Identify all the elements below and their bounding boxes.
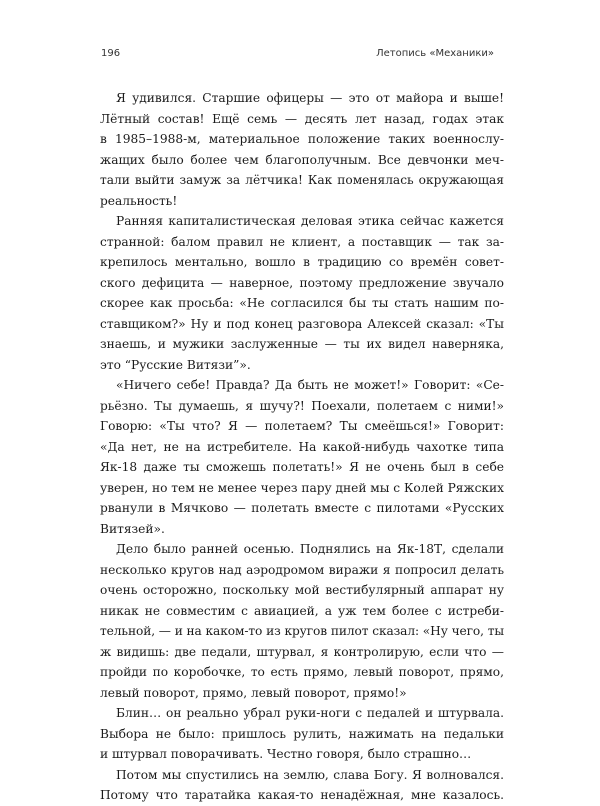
text-line: тали выйти замуж за лётчика! Как поменялась окружающая: [100, 173, 504, 187]
text-line: реальность!: [100, 193, 178, 208]
running-title: Летопись «Механики»: [376, 48, 494, 59]
text-line: крепилось ментально, вошло в традицию со времён совет-: [100, 255, 504, 269]
paragraph-first-line: Ранняя капиталистическая деловая этика сейчас кажется: [116, 214, 504, 228]
text-line: тельной, — и на каком-то из кругов пилот сказал: «Ну чего, ты: [100, 624, 504, 638]
paragraph-first-line: Потом мы спустились на землю, слава Богу. Я волновался.: [116, 767, 504, 782]
text-line: в 1985–1988-м, материальное положение таких военнослу-: [100, 132, 504, 146]
paragraph-first-line: «Ничего себе! Правда? Да быть не может!» Говорит: «Се-: [116, 378, 504, 392]
text-line: левый поворот, прямо, левый поворот, прямо!»: [100, 685, 407, 700]
text-line: пройди по коробочке, то есть прямо, левый поворот, прямо,: [100, 665, 504, 679]
text-line: ж видишь: две педали, штурвал, я контролирую, если что —: [100, 644, 504, 659]
text-line: Потому что таратайка какая-то ненадёжная, мне казалось.: [100, 788, 504, 802]
text-line: странной: балом правил не клиент, а поставщик — так за-: [100, 234, 504, 249]
page-number: 196: [101, 48, 121, 59]
text-line: и штурвал поворачивать. Честно говоря, было страшно…: [100, 747, 472, 761]
text-line: Лётный состав! Ещё семь — десять лет назад, годах этак: [100, 111, 504, 126]
text-line: несколько кругов над аэродромом виражи я попросил делать: [100, 562, 504, 577]
text-line: это “Русские Витязи”».: [100, 357, 251, 372]
text-line: уверен, но тем не менее через пару дней мы с Колей Ряжских: [100, 480, 504, 495]
text-line: очень осторожно, поскольку мой вестибулярный аппарат ну: [100, 583, 504, 597]
text-line: Як-18 даже ты сможешь полетать!» Я не очень был в себе: [100, 460, 504, 474]
paragraph-first-line: Я удивился. Старшие офицеры — это от майора и выше!: [116, 91, 504, 105]
text-line: Говорю: «Ты что? Я — полетаем? Ты смеёшься!» Говорит:: [100, 419, 504, 433]
body-text: [100, 88, 504, 806]
text-line: ставщиком?» Ну и под конец разговора Алексей сказал: «Ты: [100, 316, 504, 331]
paragraph-first-line: Дело было ранней осенью. Поднялись на Як-18Т, сделали: [116, 542, 504, 556]
text-line: скорее как просьба: «Не согласился бы ты стать нашим по-: [100, 296, 504, 310]
text-line: никак не совместим с авиацией, а уж тем более с истреби-: [100, 603, 504, 618]
paragraph-first-line: Блин… он реально убрал руки-ноги с педалей и штурвала.: [116, 706, 504, 720]
text-line: рванули в Мячково — полетать вместе с пилотами «Русских: [100, 501, 504, 515]
text-line: «Да нет, не на истребителе. На какой-нибудь чахотке типа: [100, 439, 504, 454]
text-line: рьёзно. Ты думаешь, я шучу?! Поехали, полетаем с ними!»: [100, 398, 504, 413]
text-line: ского дефицита — наверное, поэтому предложение звучало: [100, 275, 504, 290]
text-line: Выбора не было: пришлось рулить, нажимать на педальки: [100, 726, 504, 741]
text-line: жащих было более чем благополучным. Все девчонки меч-: [100, 152, 504, 167]
text-line: знаешь, и мужики заслуженные — ты их видел наверняка,: [100, 337, 504, 351]
text-line: Витязей».: [100, 521, 165, 536]
